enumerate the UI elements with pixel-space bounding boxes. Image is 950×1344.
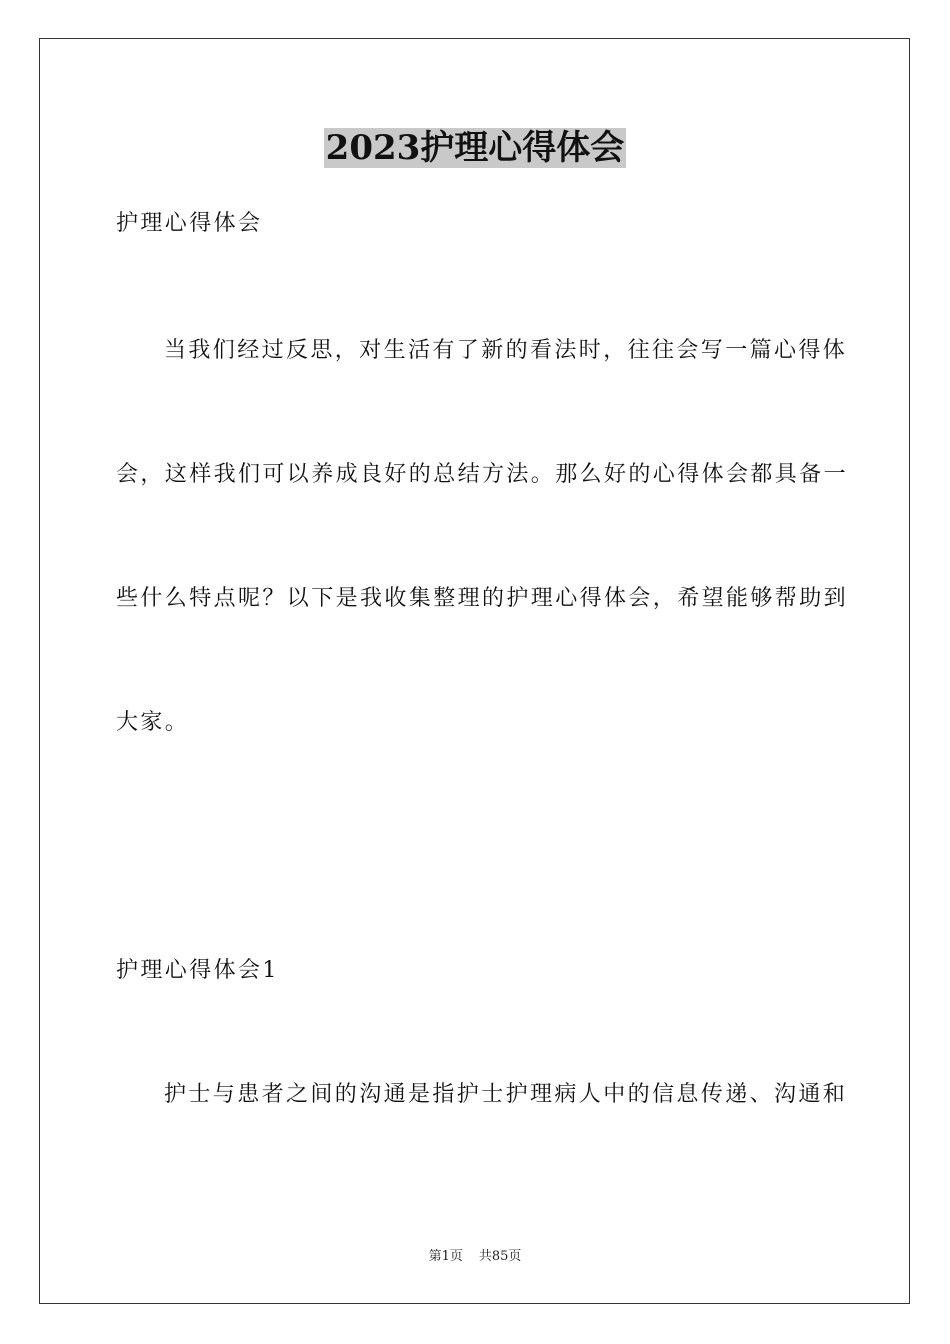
intro-line-2: 会，这样我们可以养成良好的总结方法。那么好的心得体会都具备一 [116, 462, 849, 487]
section-line-1: 护士与患者之间的沟通是指护士护理病人中的信息传递、沟通和 [164, 1082, 848, 1107]
document-subtitle: 护理心得体会 [116, 211, 263, 236]
intro-line-3: 些什么特点呢？以下是我收集整理的护理心得体会，希望能够帮助到 [116, 586, 849, 611]
page-footer [0, 1248, 950, 1266]
page-total: 共85页 [478, 1249, 522, 1264]
title-container [0, 128, 950, 168]
intro-line-1: 当我们经过反思，对生活有了新的看法时，往往会写一篇心得体 [164, 338, 848, 363]
section-heading: 护理心得体会1 [116, 958, 279, 983]
intro-line-4: 大家。 [116, 710, 190, 735]
page-number: 第1页 [428, 1249, 463, 1264]
document-title: 2023护理心得体会 [325, 128, 625, 168]
